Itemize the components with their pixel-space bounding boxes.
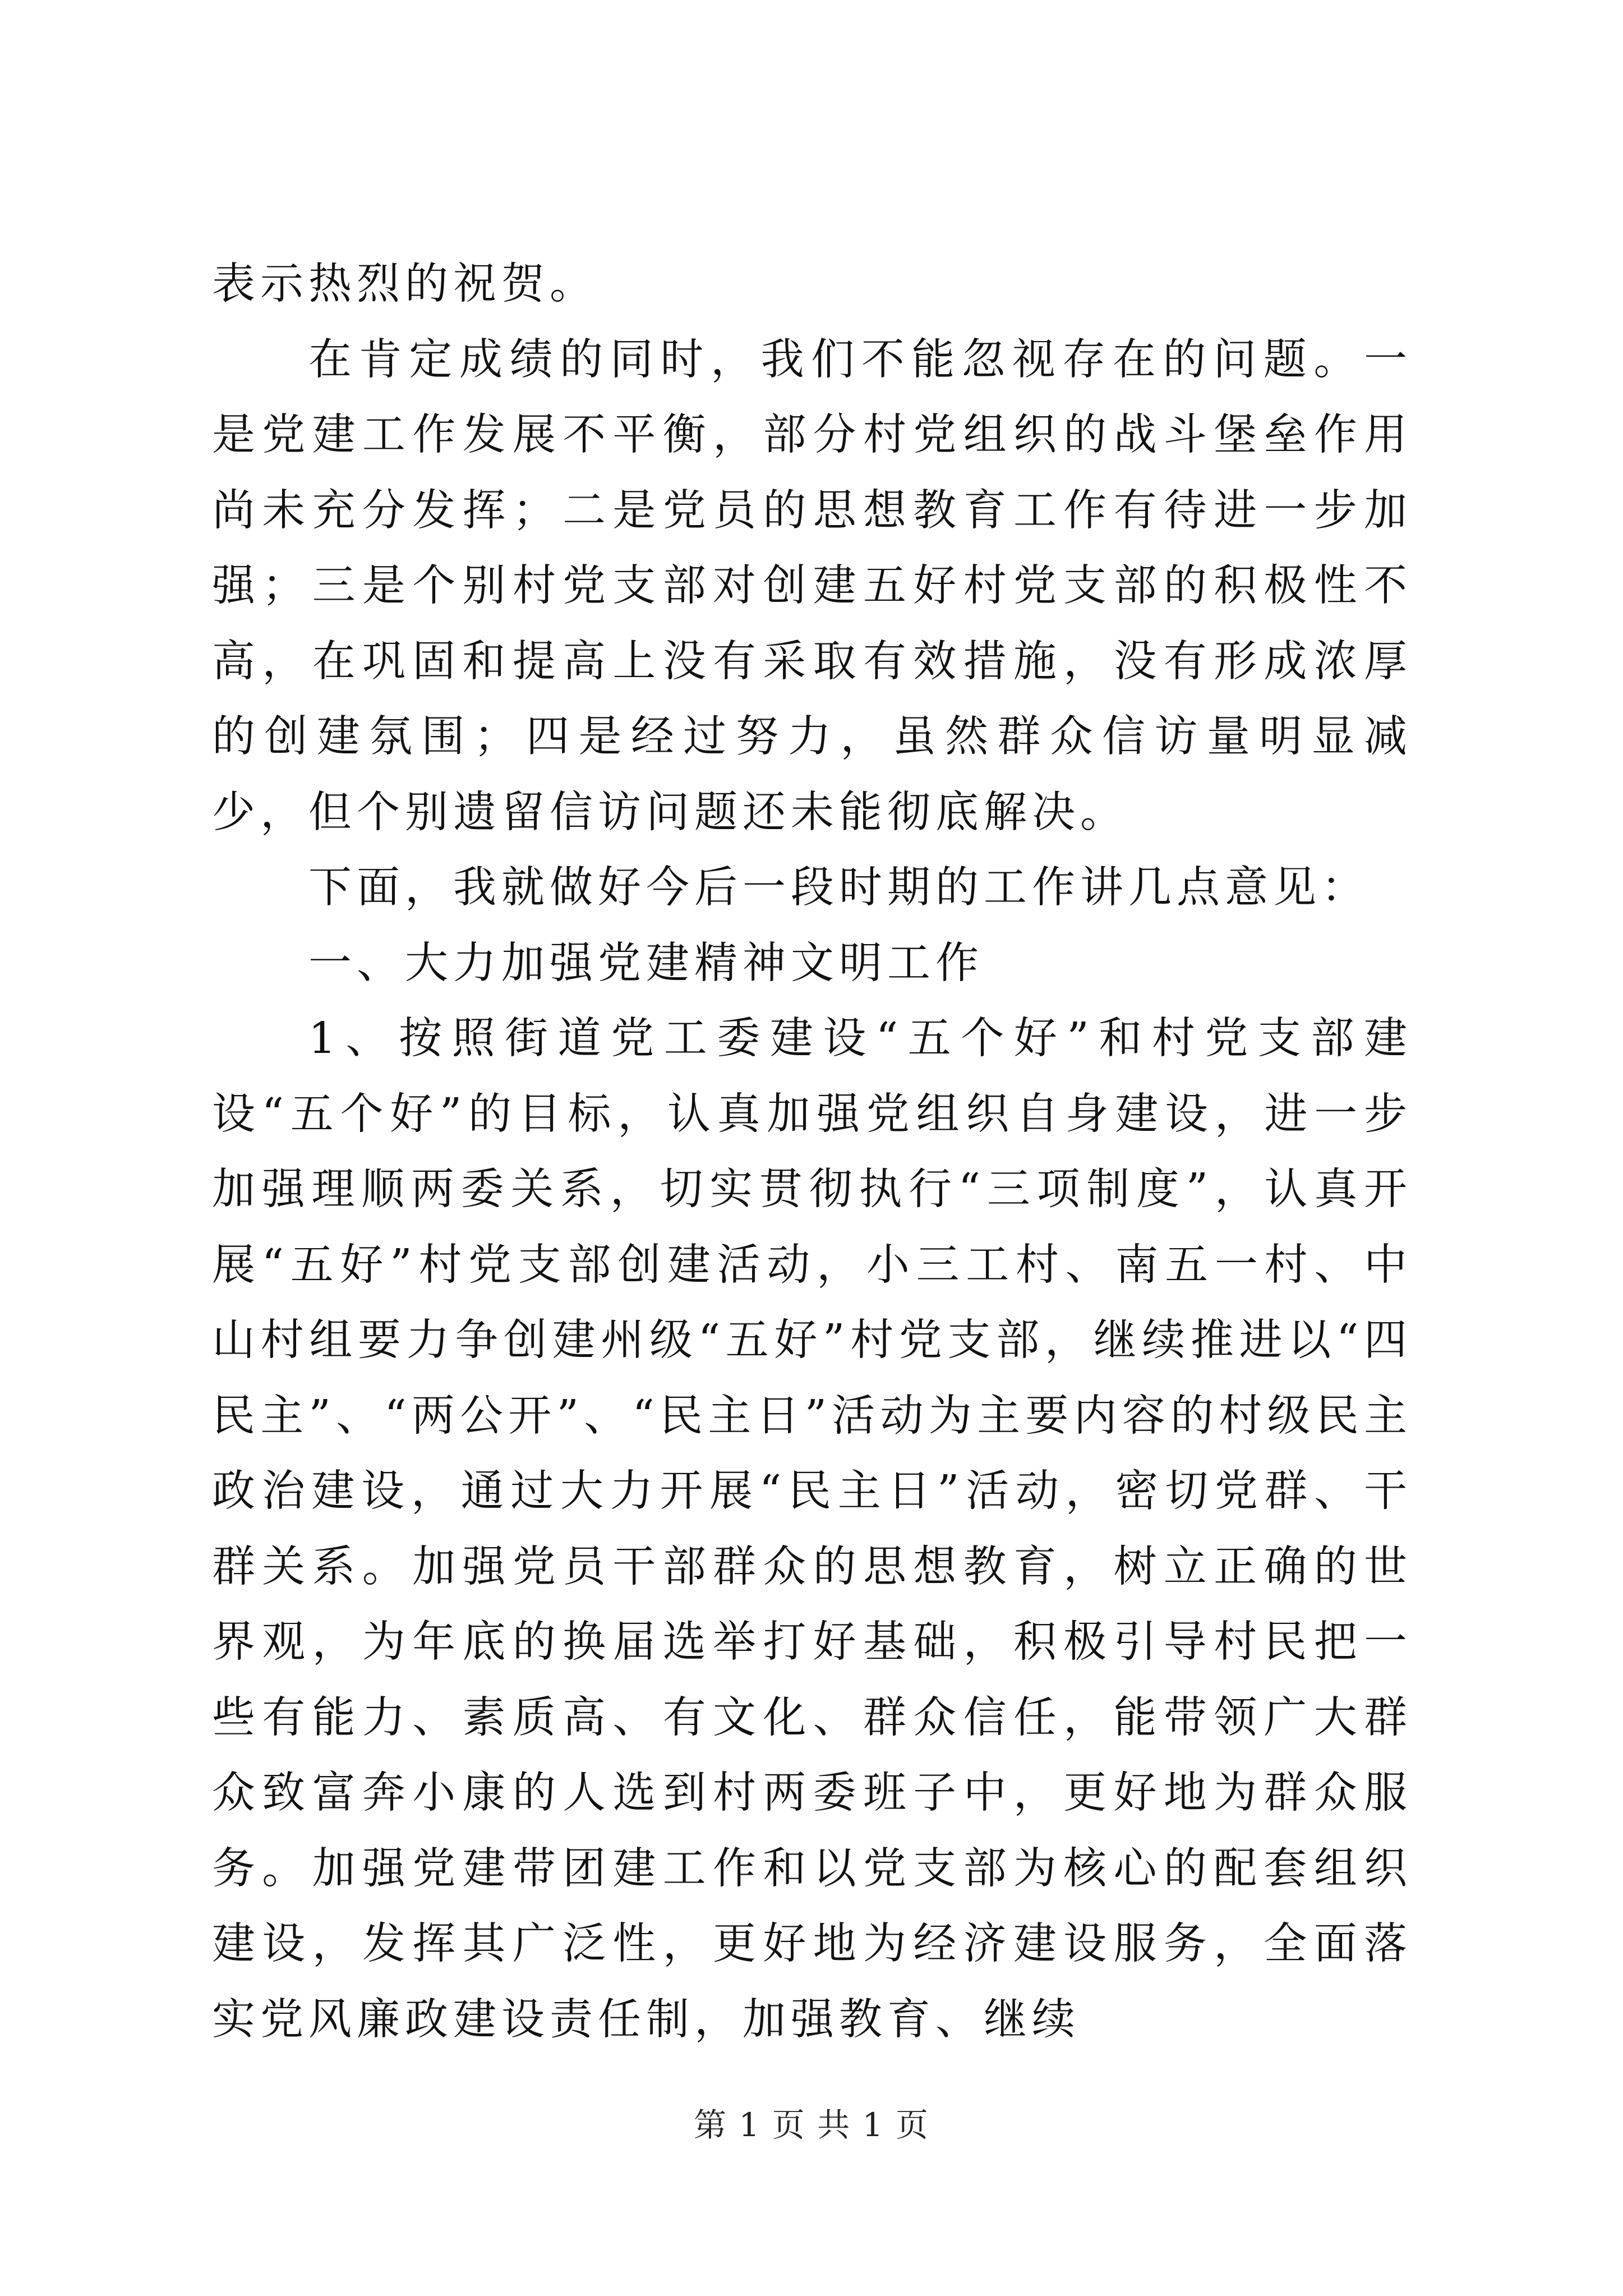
- paragraph-1: 表示热烈的祝贺。: [212, 259, 598, 309]
- section-heading: 一、大力加强党建精神文明工作: [308, 938, 984, 988]
- page-footer: 第 1 页 共 1 页: [694, 2106, 929, 2144]
- paragraph-2: 在肯定成绩的同时，我们不能忽视存在的问题。一是党建工作发展不平衡，部分村党组织的战斗堡垒作用尚未充分发挥；二是党员的思想教育工作有待进一步加强；三是个别村党支部对创建五好村党支部的积极性不高，在巩固和提高上没有采取有效措施，没有形成浓厚的创建氛围；四是经过努力，虽然群众信访量明显减少，但个别遗留信访问题还未能彻底解决。: [212, 334, 1412, 838]
- document-body: [212, 247, 1412, 2058]
- paragraph-5: 1、按照街道党工委建设“五个好”和村党支部建设“五个好”的目标，认真加强党组织自身建设，进一步加强理顺两委关系，切实贯彻执行“三项制度”，认真开展“五好”村党支部创建活动，小三工村、南五一村、中山村组要力争创建州级“五好”村党支部，继续推进以“四民主”、“两公开”、“民主日”活动为主要内容的村级民主政治建设，通过大力开展“民主日”活动，密切党群、干群关系。加强党员干部群众的思想教育，树立正确的世界观，为年底的换届选举打好基础，积极引导村民把一些有能力、素质高、有文化、群众信任，能带领广大群众致富奔小康的人选到村两委班子中，更好地为群众服务。加强党建带团建工作和以党支部为核心的配套组织建设，发挥其广泛性，更好地为经济建设服务，全面落实党风廉政建设责任制，加强教育、继续: [212, 1014, 1412, 2045]
- paragraph-3: 下面，我就做好今后一段时期的工作讲几点意见：: [308, 863, 1370, 913]
